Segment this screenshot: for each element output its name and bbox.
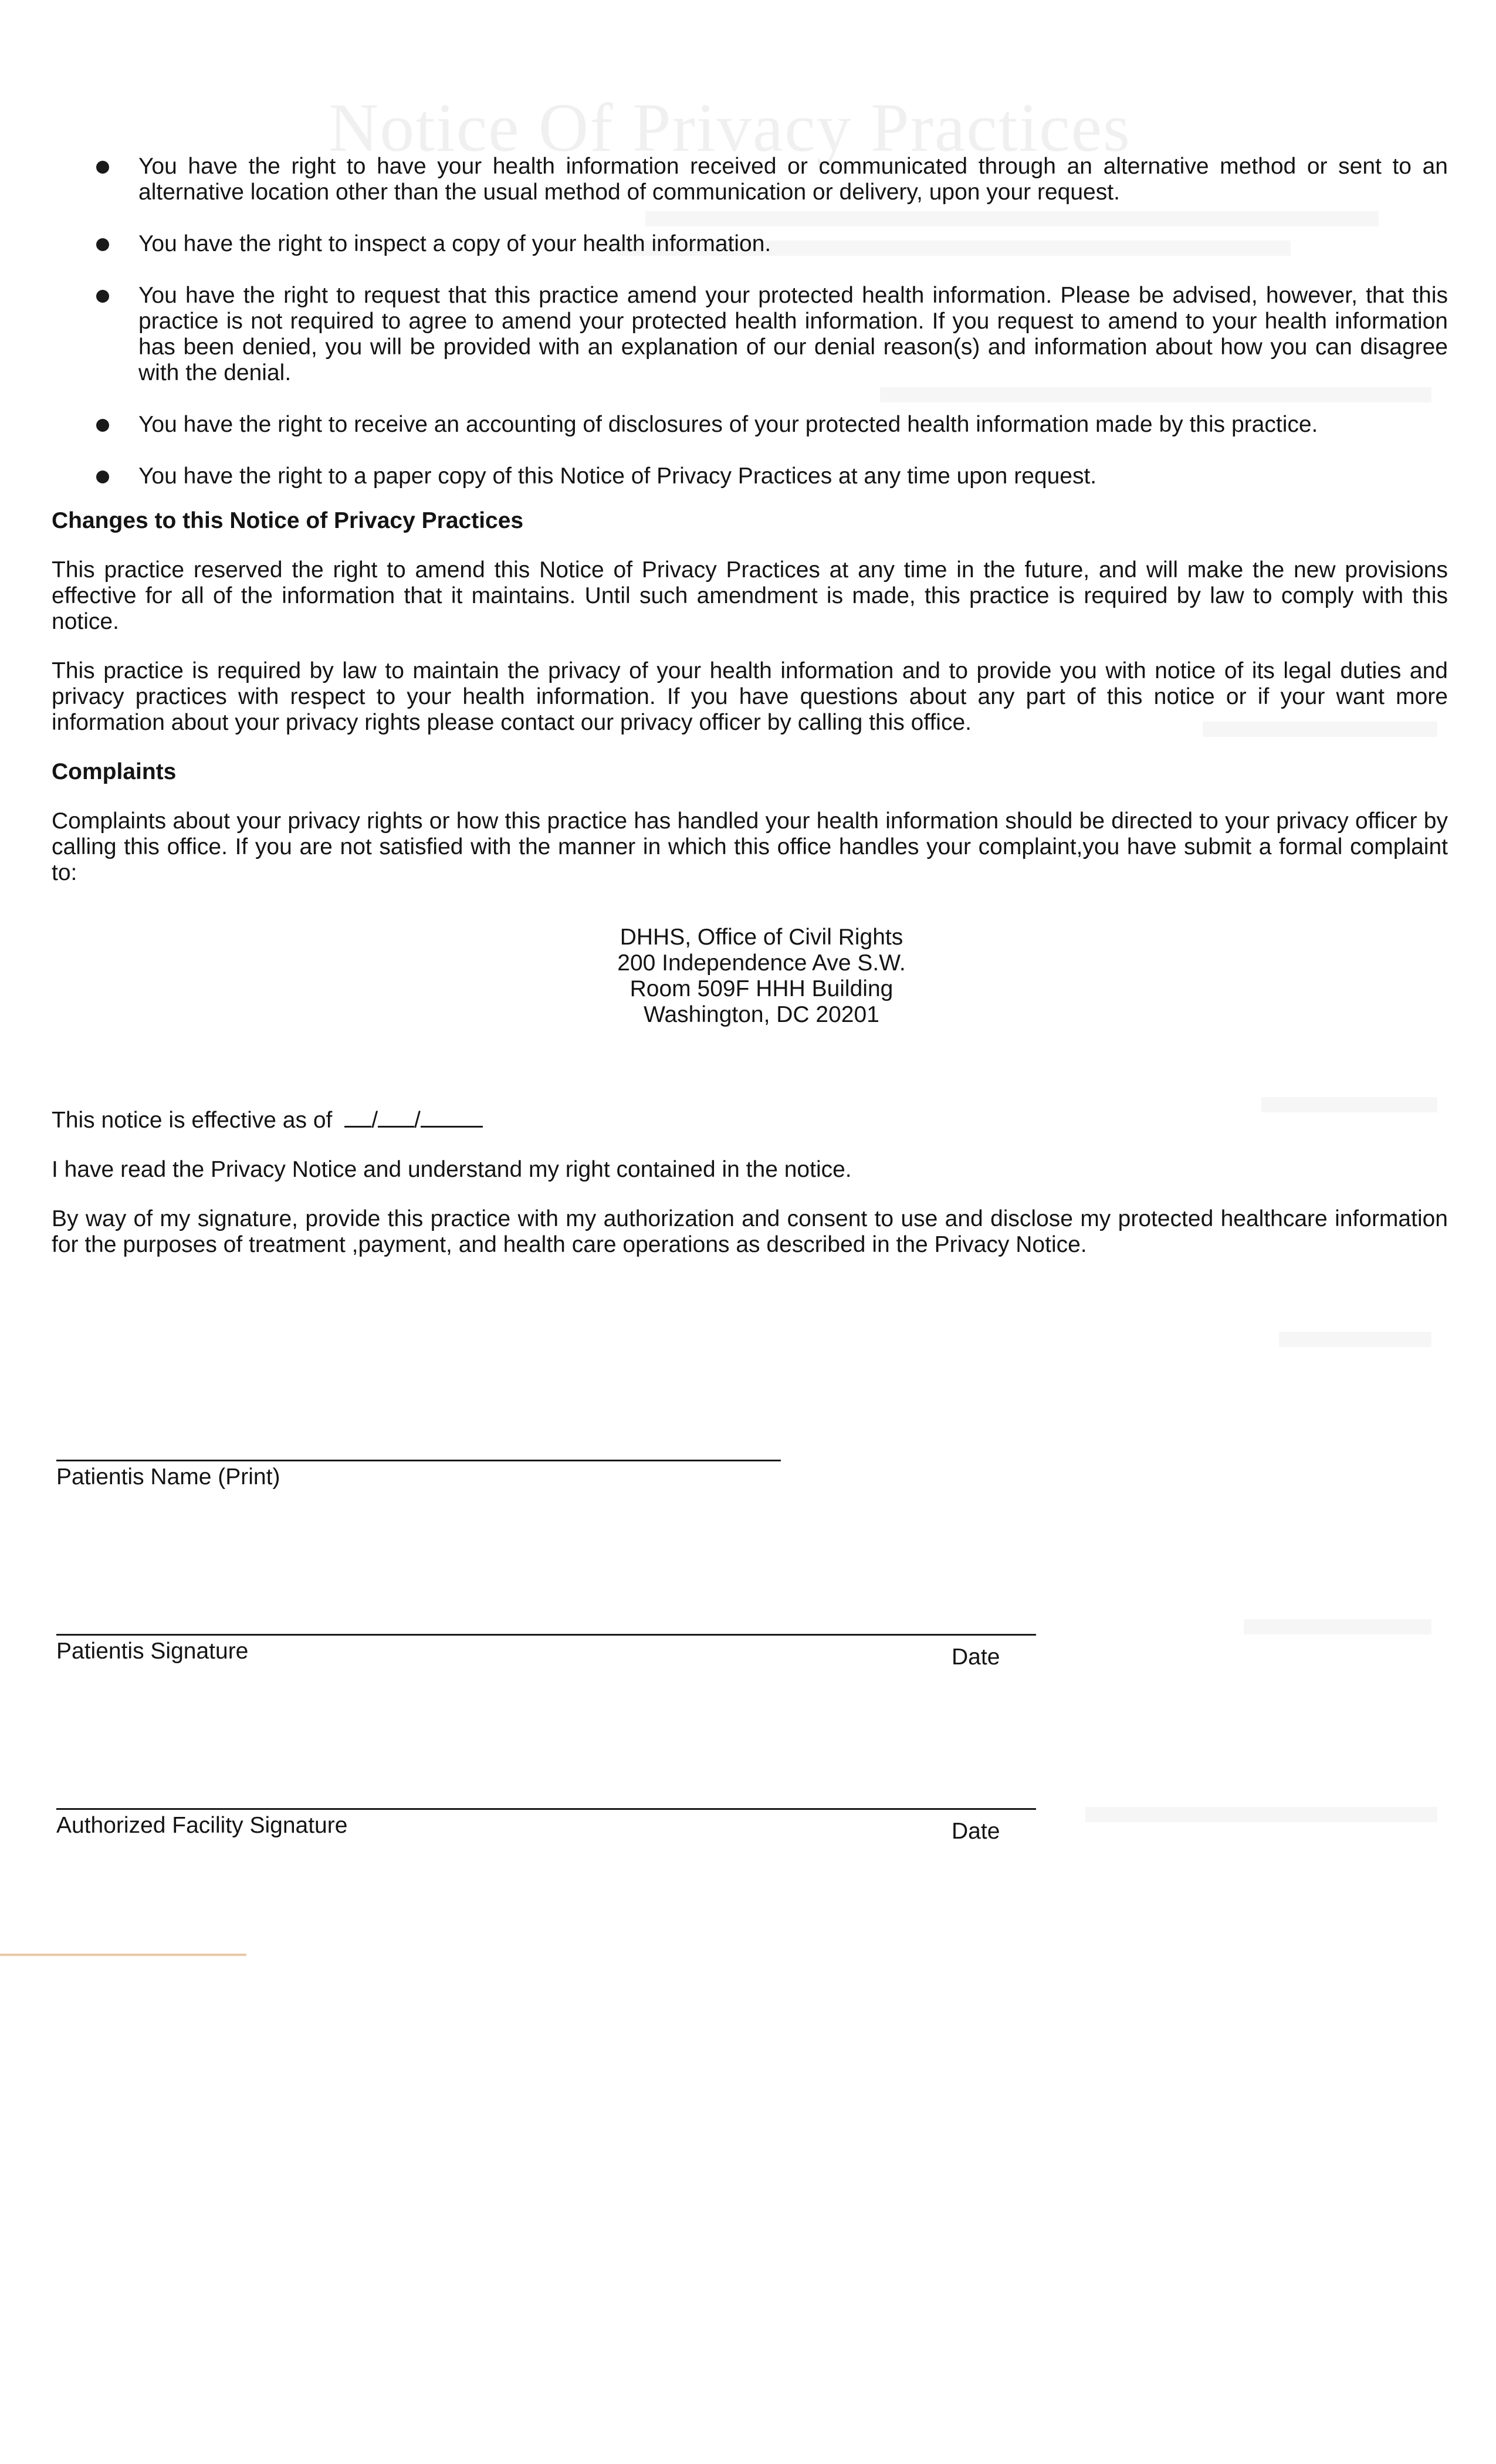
complaints-paragraph: Complaints about your privacy rights or how this practice has handled your health information should be directed to your privacy officer by calling this office. If you are not satisfied with the manner in which this office handles your complaint,you have submit a formal complaint to: xyxy=(52,808,1448,885)
rights-text: You have the right to receive an accounting of disclosures of your protected health information made by this practice. xyxy=(138,412,1318,437)
address-line: Room 509F HHH Building xyxy=(629,976,893,1001)
patient-name-label: Patientis Name (Print) xyxy=(56,1464,280,1490)
effective-year-blank[interactable] xyxy=(421,1108,483,1128)
changes-paragraph: This practice reserved the right to amend this Notice of Privacy Practices at any time in the future, and will make the new provisions effective for all of the information that it maintains. Until such amendment is made, this practice is required by law to comply with this notice. xyxy=(52,557,1448,634)
bullet-icon xyxy=(96,161,109,174)
bleed-through-title: Notice Of Privacy Practices xyxy=(329,89,1131,166)
rights-list-item xyxy=(52,154,1448,205)
effective-date-row xyxy=(52,1108,1448,1133)
scan-edge-mark xyxy=(0,1954,246,1956)
effective-date-label: This notice is effective as of xyxy=(52,1108,333,1133)
patient-name-line xyxy=(56,1460,781,1461)
rights-list-item xyxy=(52,412,1448,438)
bullet-icon xyxy=(96,238,109,251)
patient-signature-date-label: Date xyxy=(952,1644,1000,1670)
acknowledgement-statement: I have read the Privacy Notice and understand my right contained in the notice. xyxy=(52,1157,852,1182)
changes-heading: Changes to this Notice of Privacy Practices xyxy=(52,508,524,533)
bullet-icon xyxy=(96,290,109,303)
rights-list-item xyxy=(52,231,1448,257)
rights-list-item xyxy=(52,283,1448,386)
facility-signature-date-label: Date xyxy=(952,1819,1000,1844)
bleed-through-line xyxy=(1085,1807,1437,1822)
rights-list xyxy=(52,154,1448,489)
rights-text: You have the right to a paper copy of this Notice of Privacy Practices at any time upon request. xyxy=(138,463,1097,489)
patient-signature-line xyxy=(56,1634,1036,1636)
facility-signature-label: Authorized Facility Signature xyxy=(56,1813,348,1838)
address-line: 200 Independence Ave S.W. xyxy=(617,950,906,976)
bleed-through-line xyxy=(1244,1619,1431,1634)
rights-list-item xyxy=(52,463,1448,489)
authorization-statement: By way of my signature, provide this practice with my authorization and consent to use and disclose my protected healthcare information for the purposes of treatment ,payment, and health care operations as described in the Privacy Notice. xyxy=(52,1206,1448,1257)
bleed-through-line xyxy=(1279,1332,1431,1347)
address-line: Washington, DC 20201 xyxy=(644,1002,879,1027)
complaints-heading: Complaints xyxy=(52,759,177,784)
notice-content xyxy=(52,154,1448,1281)
effective-month-blank[interactable] xyxy=(344,1108,371,1128)
date-separator: / xyxy=(414,1108,421,1133)
patient-signature-label: Patientis Signature xyxy=(56,1639,249,1664)
bullet-icon xyxy=(96,471,109,483)
rights-text: You have the right to have your health information received or communicated through an alternative method or sent to an alternative location other than the usual method of communication or delivery, upon your request. xyxy=(138,154,1448,205)
facility-signature-line xyxy=(56,1808,1036,1810)
ocr-address xyxy=(52,925,1448,1028)
bullet-icon xyxy=(96,419,109,432)
date-separator: / xyxy=(371,1108,378,1133)
rights-text: You have the right to inspect a copy of your health information. xyxy=(138,231,771,256)
changes-paragraph: This practice is required by law to maintain the privacy of your health information and to provide you with notice of its legal duties and privacy practices with respect to your health information. If you have questions about any part of this notice or if your want more information about your privacy rights please contact our privacy officer by calling this office. xyxy=(52,658,1448,735)
rights-text: You have the right to request that this practice amend your protected health information. Please be advised, however, that this practice is not required to agree to amend your protected health information. If you request to amend to your health information has been denied, you will be provided with an explanation of our denial reason(s) and information about how you can disagree with the denial. xyxy=(138,283,1448,385)
address-line: DHHS, Office of Civil Rights xyxy=(620,925,903,950)
effective-day-blank[interactable] xyxy=(378,1108,414,1128)
